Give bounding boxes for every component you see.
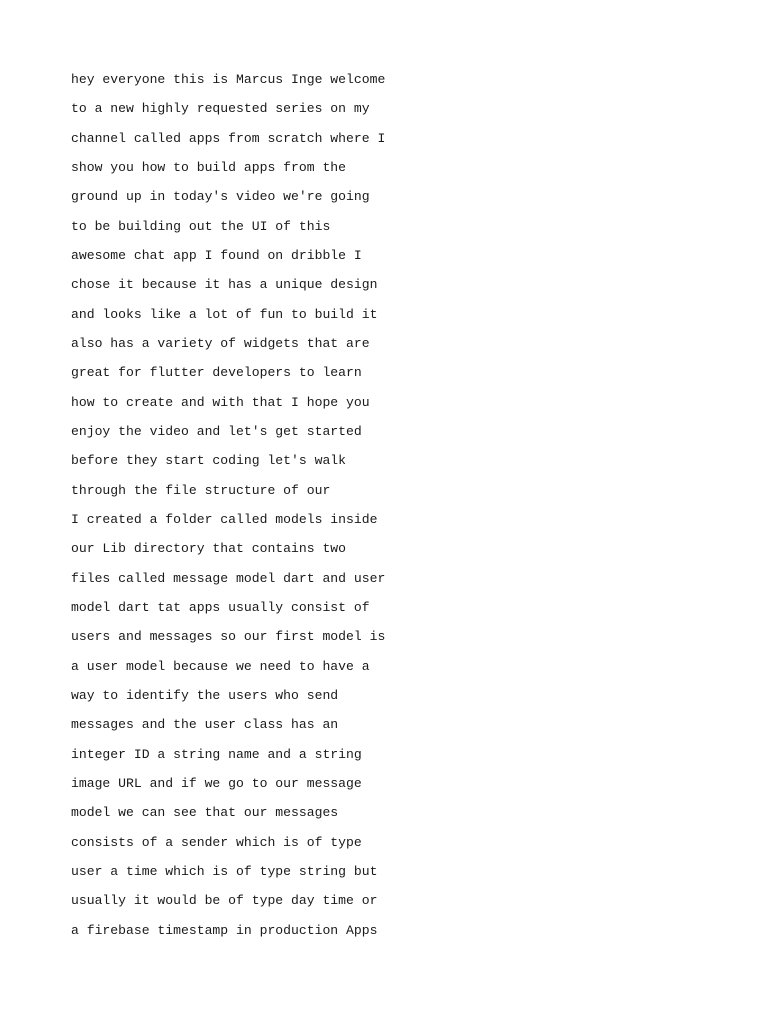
transcript-line: awesome chat app I found on dribble I (71, 247, 362, 263)
transcript-line: channel called apps from scratch where I (71, 130, 386, 146)
transcript-line: our Lib directory that contains two (71, 541, 347, 557)
transcript-line: consists of a sender which is of type (71, 834, 362, 850)
transcript-line: I created a folder called models inside (71, 511, 378, 527)
transcript-line: and looks like a lot of fun to build it (71, 306, 378, 322)
transcript-text (71, 70, 691, 950)
transcript-line: a user model because we need to have a (71, 658, 370, 674)
transcript-line: ground up in today's video we're going (71, 189, 370, 205)
transcript-line: usually it would be of type day time or (71, 893, 378, 909)
transcript-line: enjoy the video and let's get started (71, 423, 362, 439)
transcript-line: through the file structure of our (71, 482, 331, 498)
transcript-line: integer ID a string name and a string (71, 746, 362, 762)
transcript-line: way to identify the users who send (71, 687, 339, 703)
transcript-line: files called message model dart and user (71, 570, 386, 586)
transcript-line: great for flutter developers to learn (71, 365, 362, 381)
transcript-line: hey everyone this is Marcus Inge welcome (71, 72, 386, 87)
transcript-line: model dart tat apps usually consist of (71, 599, 370, 615)
transcript-line: to a new highly requested series on my (71, 101, 370, 117)
transcript-line: before they start coding let's walk (71, 453, 347, 469)
transcript-line: user a time which is of type string but (71, 863, 378, 879)
transcript-line: users and messages so our first model is (71, 629, 386, 645)
transcript-line: a firebase timestamp in production Apps (71, 922, 378, 938)
transcript-line: image URL and if we go to our message (71, 775, 362, 791)
transcript-line: also has a variety of widgets that are (71, 335, 370, 351)
transcript-line: show you how to build apps from the (71, 159, 347, 175)
transcript-line: model we can see that our messages (71, 805, 339, 821)
transcript-line: chose it because it has a unique design (71, 277, 378, 293)
transcript-line: to be building out the UI of this (71, 218, 331, 234)
transcript-line: messages and the user class has an (71, 717, 339, 733)
transcript-line: how to create and with that I hope you (71, 394, 370, 410)
